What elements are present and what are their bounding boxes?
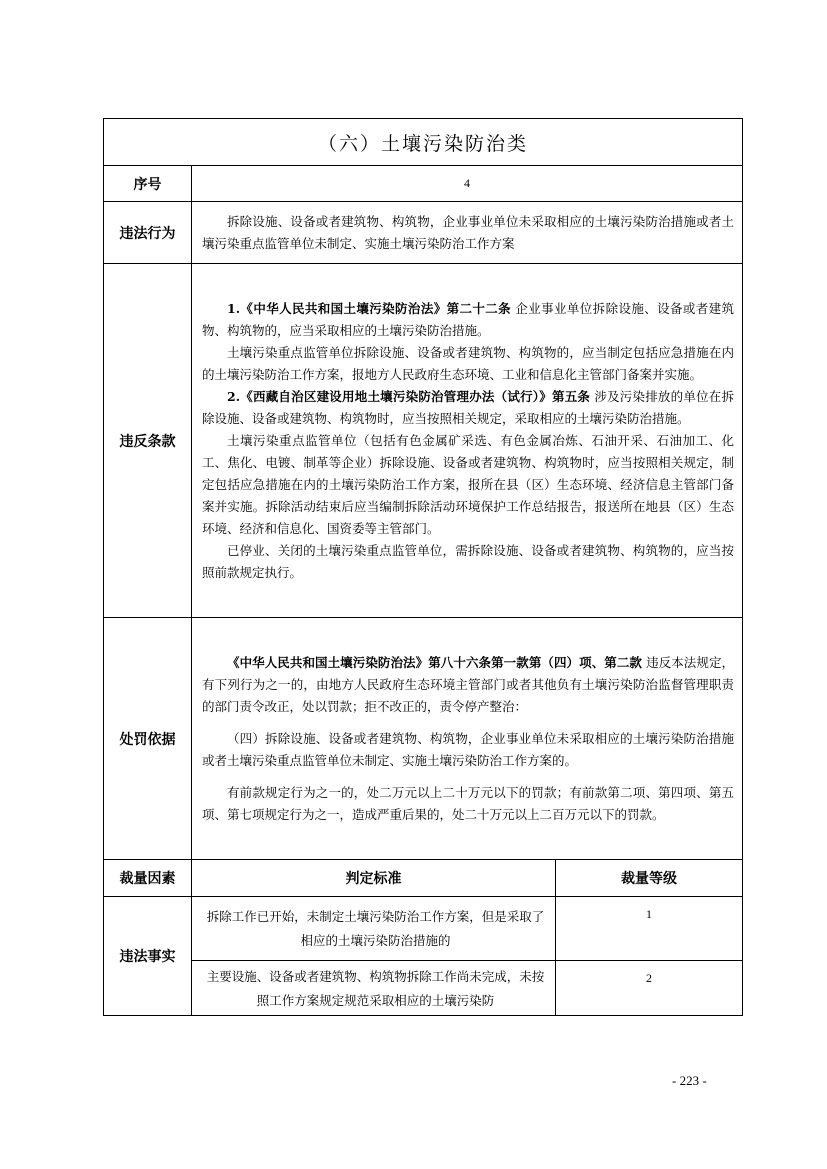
- fact-label: 违法事实: [104, 897, 192, 1016]
- violation-cell: [192, 202, 743, 264]
- provision-para-3: [202, 386, 734, 430]
- serial-label: 序号: [104, 166, 192, 202]
- provision-3-text: 涉及污染排放的单位在拆除设施、设备或建筑物、构筑物时，应当按照相关规定，采取相应的土壤污染防治措施。: [202, 388, 735, 426]
- penalty-cell: [192, 618, 743, 860]
- violation-text: 拆除设施、设备或者建筑物、构筑物，企业事业单位未采取相应的土壤污染防治措施或者土壤污染重点监管单位未制定、实施土壤污染防治工作方案: [202, 213, 735, 251]
- provision-1-text: 企业事业单位拆除设施、设备或者建筑物、构筑物的，应当采取相应的土壤污染防治措施。: [202, 300, 735, 338]
- penalty-1-text: 违反本法规定，有下列行为之一的，由地方人民政府生态环境主管部门或者其他负有土壤污染防治监督管理职责的部门责令改正，处以罚款；拒不改正的，责令停产整治：: [202, 654, 735, 714]
- provisions-label: 违反条款: [104, 264, 192, 618]
- penalty-para-3: 有前款规定行为之一的，处二万元以上二十万元以下的罚款；有前款第二项、第四项、第五项、第七项规定行为之一，造成严重后果的，处二十万元以上二百万元以下的罚款。: [202, 784, 735, 822]
- standard-header: 判定标准: [192, 860, 556, 897]
- penalty-para-2: （四）拆除设施、设备或者建筑物、构筑物，企业事业单位未采取相应的土壤污染防治措施或者土壤污染重点监管单位未制定、实施土壤污染防治工作方案的。: [202, 730, 735, 768]
- provision-para-4: 土壤污染重点监管单位（包括有色金属矿采选、有色金属冶炼、石油开采、石油加工、化工、焦化、电镀、制革等企业）拆除设施、设备或者建筑物、构筑物时，应当按照相关规定，制定包括应急措施在内的土壤污染防治工作方案，报所在县（区）生态环境、经济信息主管部门备案并实施。拆除活动结束后应当编制拆除活动环境保护工作总结报告，报送所在地县（区）生态环境、经济和信息化、国资委等主管部门。: [202, 432, 735, 536]
- standard-row-1: 拆除工作已开始，未制定土壤污染防治工作方案，但是采取了相应的土壤污染防治措施的: [192, 897, 556, 961]
- factor-header: 裁量因素: [104, 860, 192, 897]
- section-title: （六）土壤污染防治类: [104, 119, 743, 166]
- penalty-label: 处罚依据: [104, 618, 192, 860]
- provision-para-2: 土壤污染重点监管单位拆除设施、设备或者建筑物、构筑物的，应当制定包括应急措施在内的土壤污染防治工作方案，报地方人民政府生态环境、工业和信息化主管部门备案并实施。: [202, 344, 735, 382]
- level-header: 裁量等级: [556, 860, 743, 897]
- provision-1-source: 1.《中华人民共和国土壤污染防治法》第二十二条: [227, 300, 512, 316]
- provision-3-source: 2.《西藏自治区建设用地土壤污染防治管理办法（试行）》第五条: [227, 388, 591, 404]
- violation-label: 违法行为: [104, 202, 192, 264]
- level-row-1: 1: [556, 897, 743, 961]
- serial-value: 4: [192, 166, 743, 202]
- provision-para-1: [202, 298, 734, 342]
- penalty-para-1: [202, 652, 734, 718]
- provision-para-5: 已停业、关闭的土壤污染重点监管单位，需拆除设施、设备或者建筑物、构筑物的，应当按照前款规定执行。: [202, 542, 735, 580]
- penalty-source: 《中华人民共和国土壤污染防治法》第八十六条第一款第（四）项、第二款: [227, 654, 643, 670]
- level-row-2: 2: [556, 961, 743, 1016]
- standard-row-2: 主要设施、设备或者建筑物、构筑物拆除工作尚未完成，未按照工作方案规定规范采取相应的土壤污染防: [192, 961, 556, 1016]
- provisions-cell: [192, 264, 743, 618]
- page-number: - 223 -: [672, 1073, 707, 1088]
- regulation-table: [103, 118, 743, 1016]
